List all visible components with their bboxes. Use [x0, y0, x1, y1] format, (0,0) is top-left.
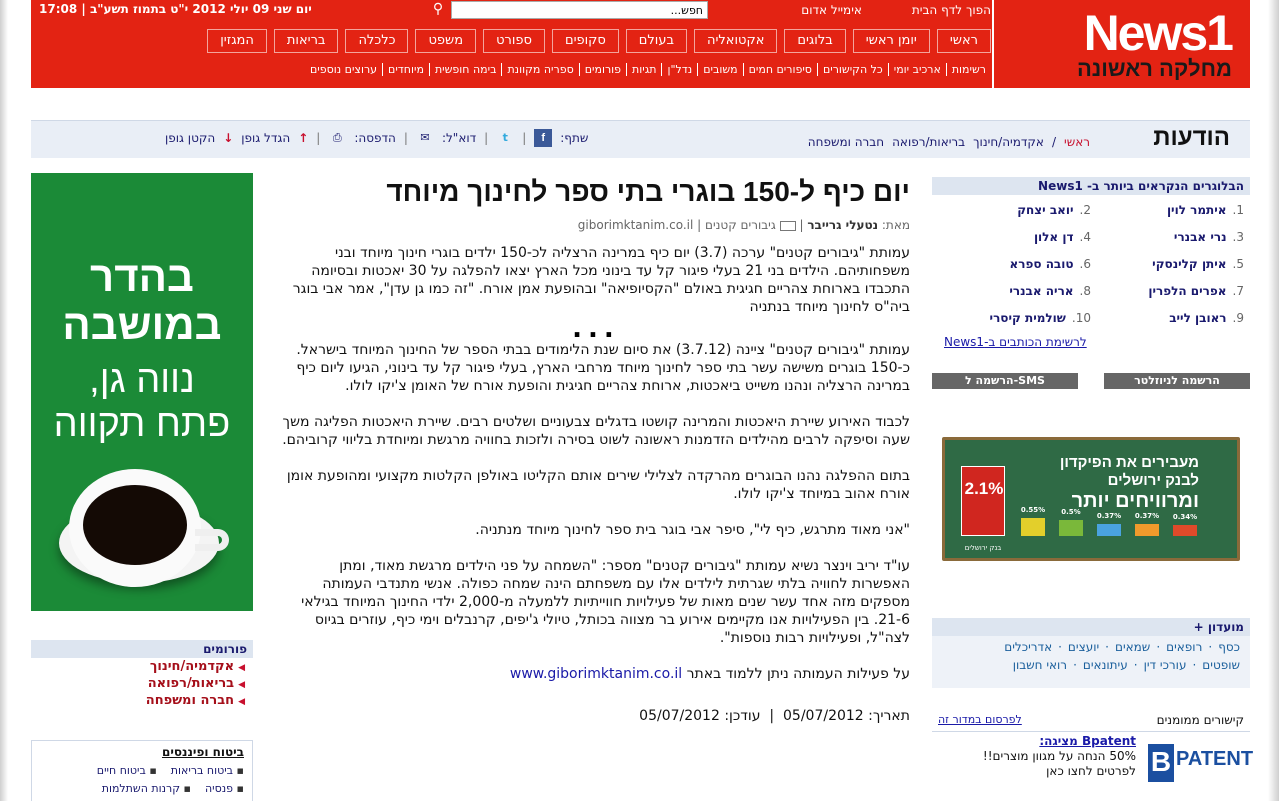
ad-line-1: בהדר	[90, 253, 194, 300]
rate-bar-label: 0.34%	[1172, 513, 1198, 521]
blogger-rank: 5.	[1232, 257, 1244, 271]
date-value: 05/07/2012	[783, 708, 864, 724]
top-links	[801, 3, 991, 17]
sublink-lists[interactable]: רשימות	[946, 63, 991, 76]
article-paragraph: לכבוד האירוע שיירת היאכטות והמרינה קושטו בדגלים צבעוניים ושלטים רבים. שיירת היאכטות הפליגה משך שעה וסיפקה לרבים מהילדים הזדמנות ראשונה לשוט בסירה ולזכות בחוויה מרגשת ומיוחדת בליווי קרוביהם.	[282, 414, 910, 448]
sublink-real-estate[interactable]: נדל"ן	[661, 63, 697, 76]
club-divider: ·	[1058, 640, 1062, 654]
club-link[interactable]: רופאים	[1166, 640, 1203, 654]
arrow-left-icon: ◀	[238, 697, 245, 707]
tab-health[interactable]: בריאות	[274, 29, 339, 53]
rate-bar	[1097, 524, 1121, 536]
sublink-feedback[interactable]: משובים	[697, 63, 742, 76]
bloggers-list	[932, 195, 1250, 330]
blogger-rank: 2.	[1079, 203, 1091, 217]
facebook-icon[interactable]: f	[534, 129, 552, 147]
blogger-rank: 10.	[1071, 311, 1091, 325]
tab-sports[interactable]: ספורט	[483, 29, 545, 53]
blogger-item[interactable]	[938, 199, 1091, 222]
tab-scoops[interactable]: סקופים	[552, 29, 619, 53]
bloggers-title: הבלוגרים הנקראים ביותר ב- News1	[932, 177, 1250, 195]
forum-link[interactable]	[31, 658, 253, 675]
blogger-name: אריה אבנרי	[1009, 284, 1074, 298]
rate-bar-label: 0.37%	[1096, 512, 1122, 520]
email-label[interactable]: דוא"ל:	[441, 131, 477, 145]
tab-main[interactable]: ראשי	[937, 29, 991, 53]
club-link[interactable]: שופטים	[1202, 658, 1240, 672]
font-increase-link[interactable]: הגדל גופן	[241, 131, 291, 145]
breadcrumb-society-family[interactable]: חברה ומשפחה	[807, 135, 885, 149]
club-link[interactable]: שמאים	[1114, 640, 1151, 654]
advertise-here-link[interactable]: לפרסום במדור זה	[938, 713, 1022, 726]
logo-text: PATENT	[1176, 748, 1254, 770]
sublink-tags[interactable]: תגיות	[626, 63, 661, 76]
blogger-rank: 7.	[1232, 284, 1244, 298]
blogger-rank: 3.	[1232, 230, 1244, 244]
site-line-text: על פעילות העמותה ניתן ללמוד באתר	[686, 666, 910, 682]
club-link[interactable]: יועצים	[1067, 640, 1100, 654]
sponsored-title: קישורים ממומנים	[1156, 713, 1244, 727]
tab-world[interactable]: בעולם	[626, 29, 687, 53]
ad-line-3: נווה גן,	[89, 359, 195, 401]
tools-divider: |	[403, 131, 408, 145]
arrow-left-icon: ◀	[238, 680, 245, 690]
sponsored-links-box	[932, 710, 1254, 801]
article-paragraph: עמותת "גיבורים קטנים" ציינה (3.7.12) את סיום שנת הלימודים בבתי הספר של החינוך המיוחד בישראל. כ-150 בוגרים משישה עשר בתי ספר לחינוך מיוחד מרחבי הארץ, בעלי פיגור קל עד בינוני, הגיעו ליום כיף במרינה הרצליה ונהנו משייט ביאכטות, ארוחת צהריים חגיגית והופעת אורח של האומן צ'יקו לולו.	[296, 342, 910, 394]
club-link[interactable]: אדריכלים	[1004, 640, 1053, 654]
blogger-item[interactable]	[938, 280, 1091, 303]
forums-title: פורומים	[31, 640, 253, 658]
section-title: הודעות	[1153, 124, 1230, 151]
club-divider: ·	[1073, 658, 1077, 672]
sublink-more-channels[interactable]: ערוצים נוספים	[310, 63, 378, 76]
finance-link[interactable]: ▪ קרנות השתלמות	[102, 782, 191, 795]
finance-title[interactable]: ביטוח ופיננסים	[161, 745, 244, 759]
date-label: תאריך:	[868, 708, 910, 724]
article-paragraph: "אני מאוד מתרגש, כיף לי", סיפר אבי בוגר בית ספר לחינוך מיוחד מנתניה.	[475, 522, 910, 538]
page-shadow-right	[1268, 0, 1279, 801]
tools-divider: |	[522, 131, 527, 145]
org-site: giborimktanim.co.il	[577, 218, 694, 232]
article-title: יום כיף ל-150 בוגרי בתי ספר לחינוך מיוחד	[386, 176, 910, 207]
article-dates: תאריך: 05/07/2012 | עודכן: 05/07/2012	[639, 708, 910, 724]
club-row	[932, 636, 1250, 654]
site-logo[interactable]	[992, 0, 1250, 88]
site-header	[31, 0, 1250, 88]
arrow-up-icon: ↑	[298, 131, 309, 145]
font-decrease-link[interactable]: הקטן גופן	[165, 131, 216, 145]
club-box	[932, 618, 1250, 688]
tab-law[interactable]: משפט	[415, 29, 476, 53]
main-tabs	[207, 29, 991, 53]
tab-magazine[interactable]: המגזין	[207, 29, 267, 53]
bank-main-bar	[961, 466, 1005, 536]
blogger-rank: 9.	[1232, 311, 1244, 325]
club-divider: ·	[1105, 640, 1109, 654]
blogger-item[interactable]	[938, 226, 1091, 249]
tab-economy[interactable]: כלכלה	[345, 29, 408, 53]
date-time: יום שני 09 יולי 2012 י"ט בתמוז תשע"ב | 17:08	[39, 2, 312, 16]
coffee-image	[83, 485, 187, 565]
forums-box	[31, 640, 253, 718]
forum-label: אקדמיה/חינוך	[149, 659, 235, 674]
sublink-free-stage[interactable]: בימה חופשית	[429, 63, 502, 76]
print-label[interactable]: הדפסה:	[354, 131, 396, 145]
header-nav-area	[31, 0, 991, 88]
separator-dots: ...	[572, 314, 620, 344]
tab-current-affairs[interactable]: אקטואליה	[694, 29, 777, 53]
breadcrumb	[808, 135, 1090, 149]
blogger-name: אפרים הלפרין	[1148, 284, 1227, 298]
chalkboard-image	[942, 437, 1240, 561]
rate-bar-label: 0.5%	[1061, 508, 1081, 516]
page-shadow-left	[0, 0, 8, 801]
bank-ad-line-3: ומרוויחים יותר	[1071, 490, 1199, 512]
bank-banner-ad[interactable]	[932, 410, 1250, 590]
club-divider: ·	[1156, 640, 1161, 654]
blogger-rank: 1.	[1232, 203, 1244, 217]
sponsored-ad[interactable]	[932, 732, 1254, 801]
blogger-name: דן אלון	[1033, 230, 1074, 244]
blogger-name: טובה ספרא	[1009, 257, 1074, 271]
ad-line-2: במושבה	[62, 301, 222, 348]
left-banner-ad[interactable]	[31, 173, 253, 611]
make-homepage-link[interactable]: הפוך לדף הבית	[911, 3, 991, 17]
breadcrumb-home[interactable]: ראשי	[1064, 135, 1090, 149]
blogger-name: איתמר לוין	[1166, 203, 1227, 217]
sublink-daily-archive[interactable]: ארכיב יומי	[888, 63, 946, 76]
logo-main-text: News1	[1083, 5, 1232, 61]
forum-label: בריאות/רפואה	[147, 676, 235, 691]
forum-link[interactable]	[31, 675, 253, 692]
finance-row	[40, 782, 244, 795]
article-byline: מאת: נטעלי גרייבר | גיבורים קטנים | giborimktanim.co.il	[577, 218, 910, 232]
club-link[interactable]: רואי חשבון	[1012, 658, 1068, 672]
club-link[interactable]: כסף	[1218, 640, 1240, 654]
by-label: מאת:	[881, 218, 910, 232]
rate-bar-label: 0.55%	[1020, 506, 1046, 514]
sublink-online-library[interactable]: ספריה מקוונת	[501, 63, 578, 76]
article-paragraph: עו"ד יריב וינצר נשיא עמותת "גיבורים קטנים" מספר: "השמחה על פני הילדים מרגשת מאוד, ומתן האפשרות לחוויה בלתי שגרתית לילדים אלו עם משפחתם הינה שמחה כפולה. אנשי מתנדבי העמותה מספקים מזה אחד עשר שנים מאות של פעילויות חווייתיות ללמעלה מ-2,000 ילדי החינוך המיוחד בגילאי 21-6. בין הפעילויות אנו מקיימים אירוע בר מצווה בכותל, טיולי ג'יפים, קרנבלים וימי כיף, עוזרים בגיוס לצה"ל, ופעילויות רבות נוספות".	[301, 558, 910, 646]
finance-link[interactable]: ▪ ביטוח חיים	[97, 764, 157, 777]
bank-main-value: 2.1%	[964, 479, 1004, 498]
tab-main-journal[interactable]: יומן ראשי	[853, 29, 930, 53]
blogger-rank: 6.	[1079, 257, 1091, 271]
blogger-rank: 4.	[1079, 230, 1091, 244]
article	[282, 170, 910, 725]
sponsored-line: 50% הנחה על מגוון מוצרים!!	[982, 749, 1136, 763]
article-tools	[165, 129, 588, 147]
sponsored-text	[936, 734, 1136, 779]
breadcrumb-health-medicine[interactable]: בריאות/רפואה	[892, 135, 966, 149]
updated-value: 05/07/2012	[639, 708, 720, 724]
finance-box	[31, 740, 253, 801]
ad-line-4: פתח תקווה	[53, 403, 231, 445]
sms-signup-button[interactable]: הרשמה ל-SMS	[932, 373, 1078, 389]
email-icon[interactable]: ✉	[420, 131, 430, 144]
logo-sub-text: מחלקה ראשונה	[1076, 56, 1232, 81]
article-site-line	[282, 665, 910, 683]
blogger-item[interactable]	[938, 253, 1091, 276]
breadcrumb-separator: /	[1051, 135, 1057, 149]
author-name[interactable]: נטעלי גרייבר	[807, 218, 879, 232]
printer-icon[interactable]: ⎙	[332, 131, 342, 144]
site-link[interactable]: www.giborimktanim.co.il	[509, 666, 683, 682]
share-label: שתף:	[560, 131, 589, 145]
forum-link[interactable]	[31, 692, 253, 709]
blogger-item[interactable]	[938, 307, 1091, 330]
club-row	[932, 654, 1250, 672]
rate-bar-label: 0.37%	[1134, 512, 1160, 520]
club-divider: ·	[1192, 658, 1197, 672]
finance-link[interactable]: ▪ פנסיה	[205, 782, 244, 795]
sponsored-line: לפרטים לחצו כאן	[1046, 764, 1136, 778]
club-link[interactable]: עורכי דין	[1143, 658, 1187, 672]
blogger-item[interactable]	[1091, 253, 1244, 276]
forum-label: חברה ומשפחה	[145, 693, 235, 708]
mail-icon[interactable]	[780, 221, 796, 231]
bank-main-label: בנק ירושלים	[964, 544, 1002, 552]
sublink-forums[interactable]: פורומים	[579, 63, 626, 76]
blogger-item[interactable]	[1091, 280, 1244, 303]
breadcrumb-bar	[31, 120, 1250, 158]
article-paragraph: עמותת "גיבורים קטנים" ערכה (3.7) יום כיף במרינה הרצליה לכ-150 ילדים בוגרי חינוך מיוחד ובני משפחותיהם. הילדים בני 21 בעלי פיגור קל עד בינוני מכל הארץ יצאו להפלגה על 30 יאכטות ובסיומה התכבדו בארוחת צהריים חגיגית באולם "הקסיופיאה" ובהופעת אמן אורח. "זה כמו גן עדן", אמר אבי בוגר ביה"ס לחינוך מיוחד בנתניה	[292, 245, 910, 315]
twitter-icon[interactable]: t	[502, 131, 508, 144]
bank-ad-line-2: לבנק ירושלים	[1107, 472, 1199, 489]
updated-label: עודכן:	[724, 708, 761, 724]
club-divider: ·	[1133, 658, 1138, 672]
blogger-name: ראובן לייב	[1169, 311, 1227, 325]
blogger-name: שולמית קיסרי	[989, 311, 1066, 325]
arrow-left-icon: ◀	[238, 663, 245, 673]
article-paragraph: בתום ההפלגה נהנו הבוגרים מהרקדה לצלילי שירים אותם הקליטו באולפן הקלטות מקצועי ומהופעת אומן אורח אהוב במיוחד צ'יקו לולו.	[286, 468, 910, 502]
sublink-specials[interactable]: מיוחדים	[382, 63, 429, 76]
finance-row	[40, 764, 244, 777]
club-divider: ·	[1208, 640, 1213, 654]
logo-letter: B	[1148, 744, 1174, 782]
rate-bar	[1059, 520, 1083, 536]
tools-divider: |	[316, 131, 321, 145]
club-title[interactable]: מועדון +	[932, 618, 1250, 636]
blogger-item[interactable]	[1091, 199, 1244, 222]
cup-handle-image	[195, 529, 229, 551]
sublink-all-links[interactable]: כל הקישורים	[817, 63, 888, 76]
arrow-down-icon: ↓	[223, 131, 234, 145]
blogger-name: נרי אבנרי	[1173, 230, 1227, 244]
newsletter-signup-button[interactable]: הרשמה לניוזלטר	[1104, 373, 1250, 389]
sublink-hot-stories[interactable]: סיפורים חמים	[743, 63, 817, 76]
all-writers-link[interactable]: לרשימת הכותבים ב-News1	[944, 335, 1087, 349]
blogger-item[interactable]	[1091, 307, 1244, 330]
blogger-name: יואב יצחק	[1017, 203, 1074, 217]
finance-link[interactable]: ▪ ביטוח בריאות	[171, 764, 244, 777]
red-email-link[interactable]: אימייל אדום	[801, 3, 862, 17]
bank-ad-line-1: מעבירים את הפיקדון	[1059, 454, 1199, 471]
tools-divider: |	[484, 131, 489, 145]
sub-links	[305, 63, 991, 76]
search-input[interactable]	[451, 1, 708, 19]
breadcrumb-academia-education[interactable]: אקדמיה/חינוך	[973, 135, 1044, 149]
rate-bar	[1021, 518, 1045, 536]
blogger-name: איתן קלינסקי	[1152, 257, 1227, 271]
search-icon[interactable]: ⚲	[432, 1, 444, 17]
top-bloggers-box	[932, 177, 1250, 353]
blogger-item[interactable]	[1091, 226, 1244, 249]
rate-bar	[1173, 525, 1197, 536]
blogger-rank: 8.	[1079, 284, 1091, 298]
rate-bar	[1135, 524, 1159, 536]
tab-blogs[interactable]: בלוגים	[784, 29, 845, 53]
club-link[interactable]: עיתונאים	[1082, 658, 1128, 672]
bpatent-logo	[1148, 744, 1254, 782]
sponsored-header	[932, 710, 1250, 732]
sponsored-headline[interactable]: Bpatent מציגה:	[1039, 734, 1136, 748]
org-name: גיבורים קטנים	[704, 218, 776, 232]
